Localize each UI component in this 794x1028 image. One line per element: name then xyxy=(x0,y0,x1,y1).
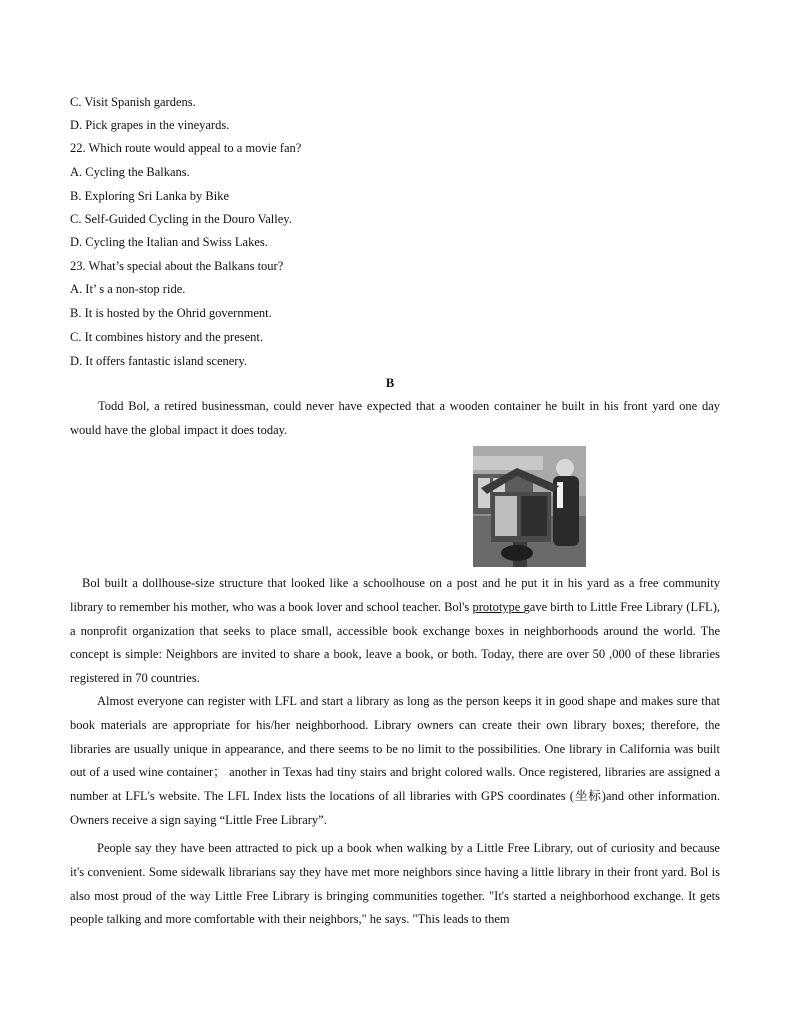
q22-option-d: D. Cycling the Italian and Swiss Lakes. xyxy=(70,235,268,249)
q23-question: 23. What’s special about the Balkans tour? xyxy=(70,259,284,273)
q23-option-c: C. It combines history and the present. xyxy=(70,330,264,344)
prototype-term: prototype xyxy=(472,599,524,614)
paragraph-4: People say they have been attracted to pick up a book when walking by a Little Free Library, out of curiosity and because it's convenient. Some sidewalk librarians say they have met more neighbors since having a little library in their front yard. Bol is also most proud of the way Little Free Library is bringing communities together. "It's started a neighborhood exchange. It gets people talking and more comfortable with their neighbors," he says. "This leads to them xyxy=(70,841,720,927)
paragraph-2-text-before: Bol built a dollhouse-size structure that looked like a schoolhouse on a post and he put it in his yard as a free community library to remember his mother, who was a book lover and school teacher. Bol's xyxy=(70,576,720,614)
q22-option-c: C. Self-Guided Cycling in the Douro Valley. xyxy=(70,212,292,226)
section-heading: B xyxy=(385,376,395,390)
library-box-photo xyxy=(473,446,586,567)
q22-option-a: A. Cycling the Balkans. xyxy=(70,165,190,179)
q21-option-d: D. Pick grapes in the vineyards. xyxy=(70,118,230,132)
q23-option-a: A. It’ s a non-stop ride. xyxy=(70,282,186,296)
paragraph-2 xyxy=(70,572,720,691)
paragraph-1: Todd Bol, a retired businessman, could never have expected that a wooden container he built in his front yard one day would have the global impact it does today. xyxy=(70,399,720,437)
paragraph-2-text-after: gave birth to Little Free Library (LFL), a nonprofit organization that seeks to place small, accessible book exchange boxes in neighborhoods around the world. The concept is simple: Neighbors are invited to share a book, leave a book, or both. Today, there are over 50 ,000 of these libraries registered in 70 countries. xyxy=(70,599,720,686)
paragraph-3: Almost everyone can register with LFL and start a library as long as the person keeps it in good shape and makes sure that book materials are appropriate for his/her neighborhood. Library owners can create their own library boxes; therefore, the libraries are usually unique in appearance, and there seems to be no limit to the possibilities. One library in California was built out of a used wine container； another in Texas had tiny stairs and bright colored walls. Once registered, libraries are assigned a number at LFL's website. The LFL Index lists the locations of all libraries with GPS coordinates (坐标)and other information. Owners receive a sign saying “Little Free Library”. xyxy=(70,694,720,827)
q21-option-c: C. Visit Spanish gardens. xyxy=(70,95,196,109)
q23-option-d: D. It offers fantastic island scenery. xyxy=(70,354,248,368)
q23-option-b: B. It is hosted by the Ohrid government. xyxy=(70,306,272,320)
q22-option-b: B. Exploring Sri Lanka by Bike xyxy=(70,189,230,203)
q22-question: 22. Which route would appeal to a movie fan? xyxy=(70,141,302,155)
